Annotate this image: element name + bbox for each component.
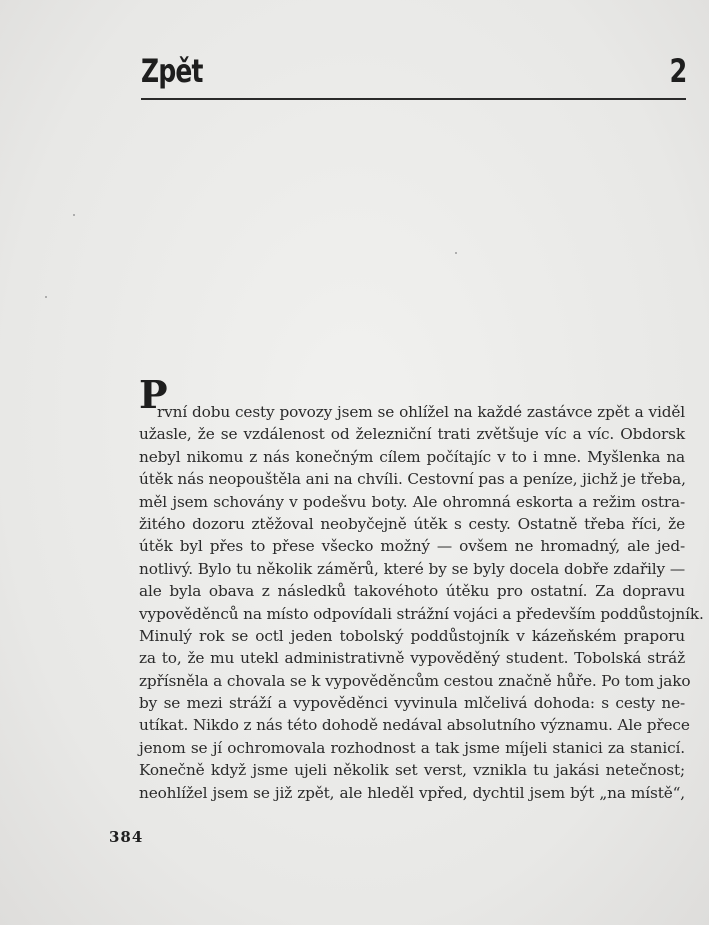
paper-speck <box>73 214 75 216</box>
text-line: jenom se jí ochromovala rozhodnost a tak jsme míjeli stanici za stanicí. <box>139 738 685 757</box>
text-line: užasle, že se vzdálenost od železniční trati zvětšuje víc a víc. Obdorsk <box>139 425 685 444</box>
text-line: utíkat. Nikdo z nás této dohodě nedával absolutního významu. Ale přece <box>139 716 690 735</box>
paper-speck <box>455 252 457 254</box>
text-line: útěk nás neopouštěla ani na chvíli. Cestovní pas a peníze, jichž je třeba, <box>139 470 686 489</box>
text-line <box>139 401 685 423</box>
text-line: měl jsem schovány v podešvu boty. Ale ohromná eskorta a režim ostra- <box>139 492 685 511</box>
text-line: vypověděnců na místo odpovídali strážní vojáci a především poddůstojník. <box>139 604 704 623</box>
drop-initial: P <box>139 372 168 417</box>
paper-speck <box>45 296 47 298</box>
text-line: notlivý. Bylo tu několik záměrů, které by se byly docela dobře zdařily — <box>139 559 685 578</box>
text-line: neohlížel jsem se již zpět, ale hleděl vpřed, dychtil jsem být „na místě“, <box>139 783 685 802</box>
page-number: 384 <box>109 828 144 846</box>
text-line: nebyl nikomu z nás konečným cílem počítajíc v to i mne. Myšlenka na <box>139 447 685 466</box>
text-line: ale byla obava z následků takovéhoto útěku pro ostatní. Za dopravu <box>139 582 685 601</box>
text-line: za to, že mu utekl administrativně vypověděný student. Tobolská stráž <box>139 649 685 668</box>
text-line-content: rvní dobu cesty povozy jsem se ohlížel na každé zastávce zpět a viděl <box>157 403 685 421</box>
text-line: Minulý rok se octl jeden tobolský poddůstojník v kázeňském praporu <box>139 626 685 645</box>
text-line: by se mezi stráží a vypověděnci vyvinula mlčelivá dohoda: s cesty ne- <box>139 694 685 713</box>
text-line: zpřísněla a chovala se k vypověděncům cestou značně hůře. Po tom jako <box>139 671 691 690</box>
text-line: Konečně když jsme ujeli několik set verst, vznikla tu jakási netečnost; <box>139 761 685 780</box>
chapter-number: 2 <box>669 52 687 90</box>
text-line: žitého dozoru ztěžoval neobyčejně útěk s cesty. Ostatně třeba říci, že <box>139 514 685 533</box>
chapter-title: Zpět <box>141 52 203 90</box>
body-text <box>139 401 704 804</box>
text-line: útěk byl přes to přese všecko možný — ovšem ne hromadný, ale jed- <box>139 537 685 556</box>
header-rule <box>141 98 686 100</box>
